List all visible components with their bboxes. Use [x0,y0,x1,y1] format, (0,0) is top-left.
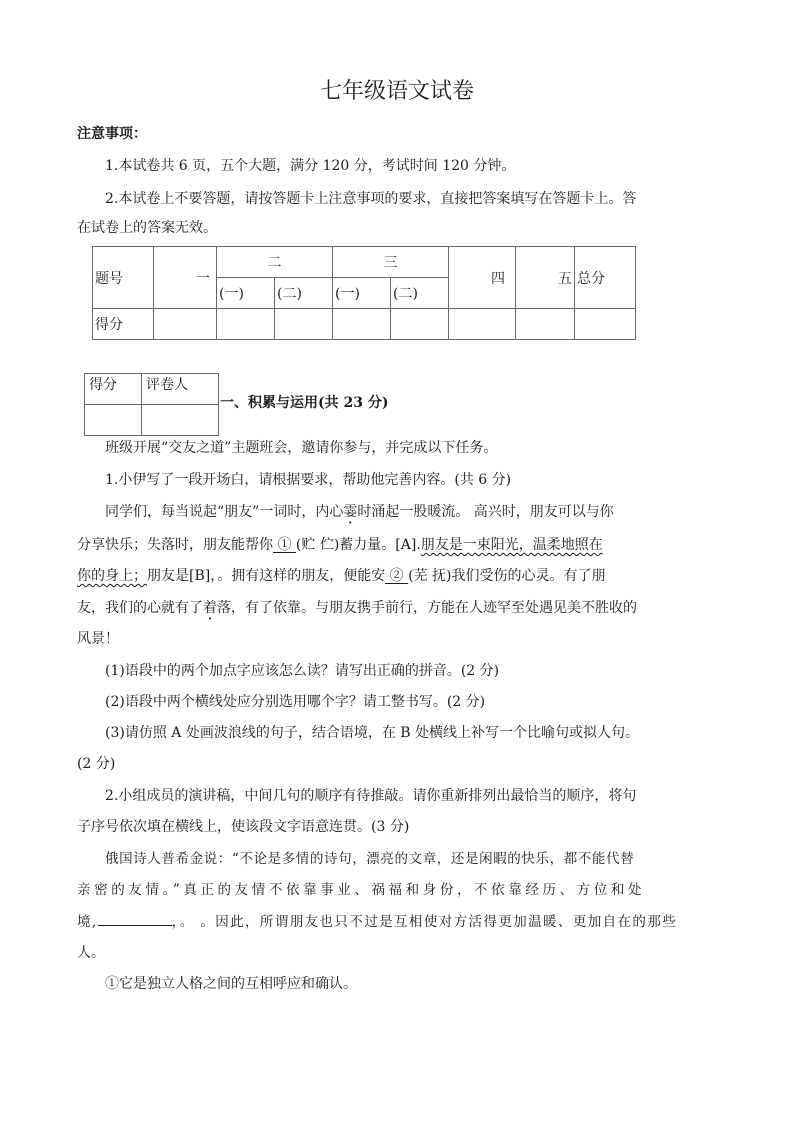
header-san-sub-2: (二) [391,278,449,309]
grader-cell [85,405,142,436]
row-defen: 得分 [93,309,154,340]
header-san: 三 [333,247,449,278]
passage-line-5: 风景！ [77,631,119,647]
section-1-intro: 班级开展“交友之道”主题班会，邀请你参与，并完成以下任务。 [105,440,498,456]
sub-question-3-line-2: (2 分) [77,756,116,772]
section-1-heading: 一、积累与运用(共 23 分) [220,395,389,411]
header-tihao: 题号 [93,247,154,309]
header-er-sub-1: (一) [217,278,275,309]
score-cell [391,309,449,340]
header-er-sub-2: (二) [275,278,333,309]
dotted-char-2: 着 [203,600,217,616]
speech-line-2: 亲密的友情。”真正的友情不依靠事业、祸福和身份，不依靠经历、方位和处 [77,882,646,898]
passage-line-2: 分享快乐；失落时，朋友能帮你 ① (贮 伫)蓄力量。[A].朋友是一束阳光，温柔地照在 [77,537,603,553]
grader-pingjuanren: 评卷人 [142,374,219,405]
header-yi: 一 [154,247,217,309]
header-zongfen: 总分 [575,247,636,309]
speech-line-1: 俄国诗人普希金说：“不论是多情的诗句，漂亮的文章，还是闲暇的快乐，都不能代替 [105,851,635,867]
question-2-line-2: 子序号依次填在横线上，使该段文字语意连贯。(3 分) [77,819,410,835]
passage-line-4: 友，我们的心就有了着落，有了依靠。与朋友携手前行，方能在人迹罕至处遇见美不胜收的 [77,600,637,616]
dotted-char-1: 霎 [343,504,358,520]
score-cell [333,309,391,340]
score-table [92,246,636,340]
question-1: 1.小伊写了一段开场白，请根据要求，帮助他完善内容。(共 6 分) [105,472,512,488]
notice-item-1: 1.本试卷共 6 页，五个大题，满分 120 分，考试时间 120 分钟。 [105,158,516,174]
page-title: 七年级语文试卷 [319,79,474,104]
notice-item-2-line-1: 2.本试卷上不要答题，请按答题卡上注意事项的要求，直接把答案填写在答题卡上。答 [105,191,637,207]
option-1: ①它是独立人格之间的互相呼应和确认。 [105,976,357,992]
passage-line-1: 同学们，每当说起“朋友”一词时，内心霎时涌起一股暖流。 高兴时，朋友可以与你 [105,504,614,520]
sub-question-1: (1)语段中的两个加点字应该怎么读？请写出正确的拼音。(2 分) [105,663,500,679]
grader-cell [142,405,219,436]
wavy-sentence-a: 朋友是一束阳光，温柔地照在 [420,537,603,553]
header-san-sub-1: (一) [333,278,391,309]
score-cell [516,309,575,340]
question-2-line-1: 2.小组成员的演讲稿，中间几句的顺序有待推敲。请你重新排列出最恰当的顺序，将句 [105,788,637,804]
blank-1: ① [273,537,296,553]
header-si: 四 [449,247,516,309]
sub-question-2: (2)语段中两个横线处应分别选用哪个字？请工整书写。(2 分) [105,694,486,710]
grader-defen: 得分 [85,374,142,405]
speech-line-4: 人。 [77,945,105,961]
score-cell [449,309,516,340]
passage-line-3: 你的身上；朋友是[B]，。拥有这样的朋友，便能安 ② (芜 抚)我们受伤的心灵。有了朋 [77,568,606,584]
notice-heading: 注意事项： [77,126,147,142]
header-wu: 五 [516,247,575,309]
header-er: 二 [217,247,333,278]
score-cell [217,309,275,340]
answer-blank [98,911,172,926]
grader-table [84,373,219,436]
notice-item-2-line-2: 在试卷上的答案无效。 [77,220,217,236]
blank-2: ② [385,568,409,584]
sub-question-3-line-1: (3)请仿照 A 处画波浪线的句子，结合语境，在 B 处横线上补写一个比喻句或拟人句。 [105,725,640,741]
score-cell [154,309,217,340]
score-cell [575,309,636,340]
speech-line-3: 境, ，。 。因此，所谓朋友也只不过是互相使对方活得更加温暖、更加自在的那些 [77,911,677,932]
score-cell [275,309,333,340]
